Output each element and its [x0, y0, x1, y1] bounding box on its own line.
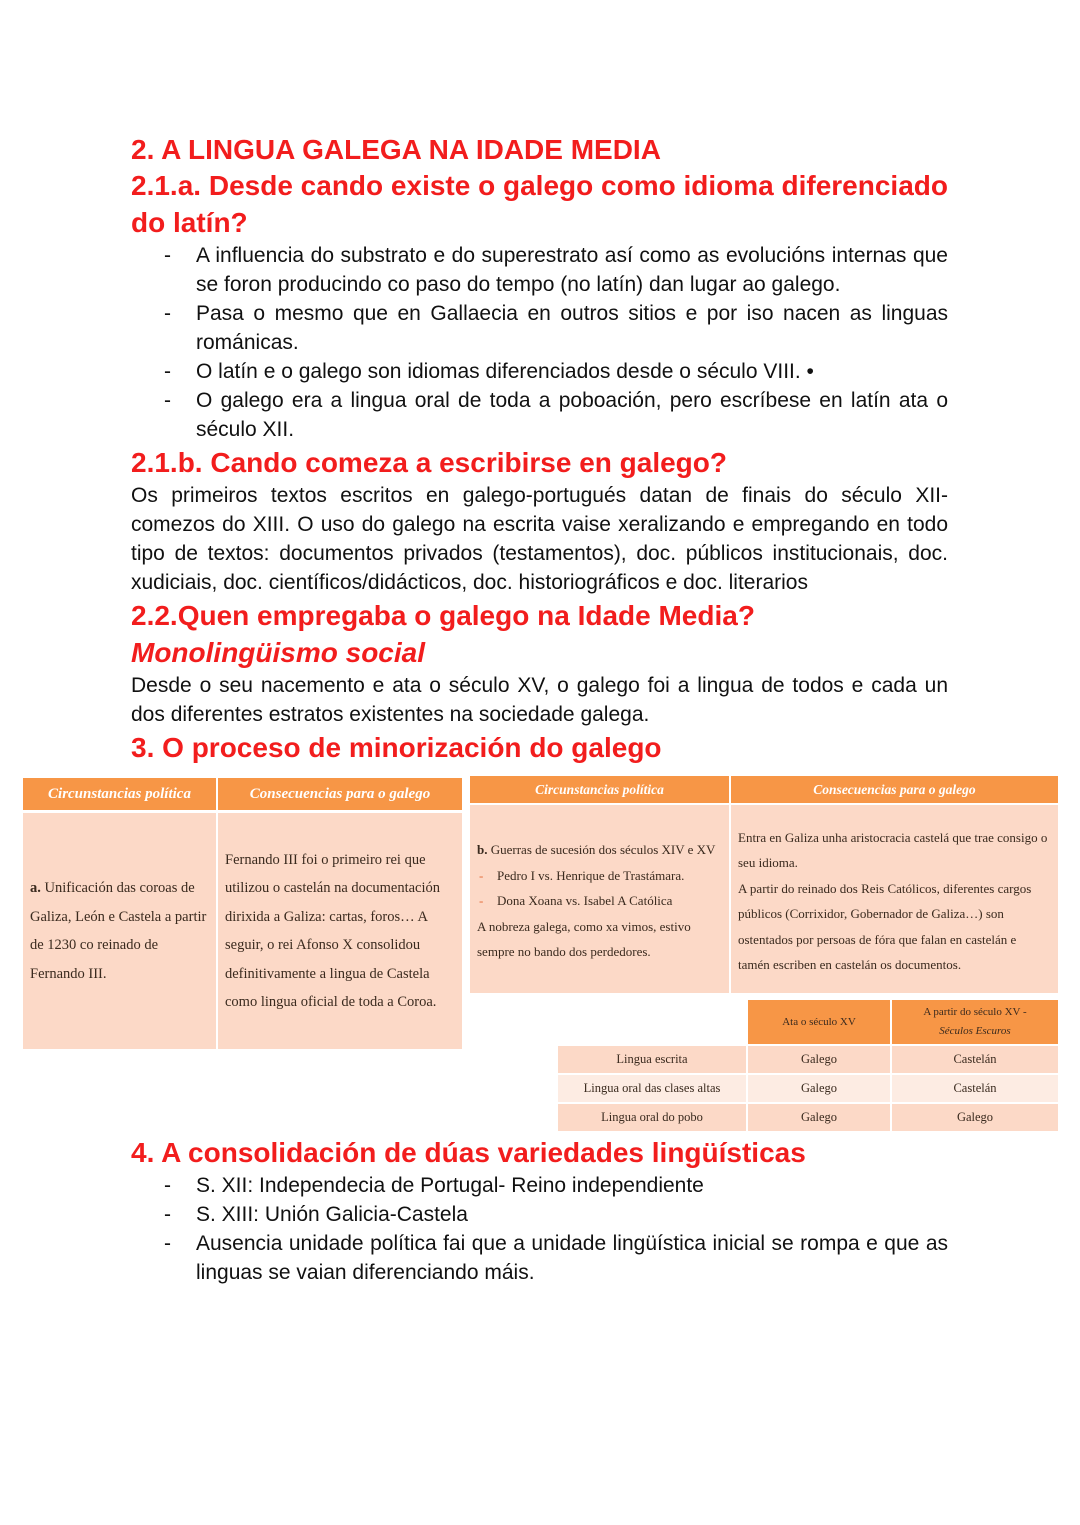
- header-line: A partir do século XV -: [923, 1006, 1027, 1018]
- cell-text: Entra en Galiza unha aristocracia castelá que trae consigo o seu idioma.: [738, 829, 1048, 870]
- cell-text: Unificación das coroas de Galiza, León e Castela a partir de 1230 co reinado de Fernando III.: [30, 880, 207, 982]
- list-item: - Pedro I vs. Henrique de Trastámara.: [477, 863, 722, 889]
- table-cell: Galego: [891, 1103, 1059, 1131]
- table-header-empty: [558, 1000, 747, 1045]
- list-item: - S. XII: Independecia de Portugal- Reino independiente: [131, 1171, 948, 1200]
- question-2-1-a-list: [131, 241, 948, 444]
- table-cell: [730, 804, 1059, 993]
- table-header: Circunstancias política: [23, 778, 217, 812]
- table-header: [891, 1000, 1059, 1045]
- section-2: [131, 133, 948, 766]
- list-item: - Pasa o mesmo que en Gallaecia en outros sitios e por iso nacen as linguas románicas.: [131, 299, 948, 357]
- question-2-2-title: 2.2.Quen empregaba o galego na Idade Media?: [131, 600, 755, 631]
- list-item: - S. XIII: Unión Galicia-Castela: [131, 1200, 948, 1229]
- item-letter: b.: [477, 842, 488, 858]
- list-item: - Ausencia unidade política fai que a unidade lingüística inicial se rompa e que as linguas se vaian diferenciando máis.: [131, 1229, 948, 1287]
- table-cell: Lingua oral das clases altas: [558, 1074, 747, 1103]
- cell-text: A partir do reinado dos Reis Católicos, diferentes cargos públicos (Corrixidor, Gobernador de Galiza…) son ostentados por persoas de fóra que falan en castelán e tamén escriben en castelán os documentos.: [738, 880, 1032, 972]
- table-cell: [470, 804, 730, 993]
- table-cell: Galego: [747, 1103, 891, 1131]
- table-row: [558, 1103, 1059, 1131]
- table-cell: Lingua escrita: [558, 1045, 747, 1074]
- table-row: [558, 1074, 1059, 1103]
- list-item: - O latín e o galego son idiomas diferenciados desde o século VIII. •: [131, 357, 948, 386]
- section-4-title: 4. A consolidación de dúas variedades lingüísticas: [131, 1137, 806, 1168]
- cell-text: Guerras de sucesión dos séculos XIV e XV: [487, 842, 716, 858]
- table-header: Circunstancias política: [470, 776, 730, 804]
- table-cell: Castelán: [891, 1045, 1059, 1074]
- cell-text: A nobreza galega, como xa vimos, estivo sempre no bando dos perdedores.: [477, 918, 691, 960]
- section-3-title: 3. O proceso de minorización do galego: [131, 732, 662, 763]
- list-item: - Dona Xoana vs. Isabel A Católica: [477, 888, 722, 914]
- table-header: Consecuencias para o galego: [217, 778, 463, 812]
- table-cell: Galego: [747, 1045, 891, 1074]
- table-cell: Lingua oral do pobo: [558, 1103, 747, 1131]
- table-cell: Fernando III foi o primeiro rei que utilizou o castelán na documentación dirixida a Galiza: cartas, foros… A seguir, o rei Afonso X consolidou definitivamente a lingua de Castela como lingua oficial de toda a Coroa.: [217, 812, 463, 1050]
- table-row: [558, 1045, 1059, 1074]
- question-2-1-b-title: 2.1.b. Cando comeza a escribirse en galego?: [131, 447, 727, 478]
- item-letter: a.: [30, 880, 41, 896]
- list-item: - A influencia do substrato e do superestrato así como as evolucións internas que se foron producindo co paso do tempo (no latín) dan lugar ao galego.: [131, 241, 948, 299]
- section-4: [131, 1134, 948, 1287]
- section-4-list: [131, 1171, 948, 1287]
- minorization-table-b: [470, 776, 1060, 993]
- question-2-1-a-title: 2.1.a. Desde cando existe o galego como idioma diferenciado do latín?: [131, 170, 948, 238]
- table-cell: Galego: [747, 1074, 891, 1103]
- minorization-table-a: [23, 778, 464, 1049]
- table-cell: Castelán: [891, 1074, 1059, 1103]
- table-header: Ata o século XV: [747, 1000, 891, 1045]
- header-line: Séculos Escuros: [939, 1025, 1011, 1037]
- question-2-1-b-text: Os primeiros textos escritos en galego-portugués datan de finais do século XII-comezos do XIII. O uso do galego na escrita vaise xeralizando e empregando en todo tipo de textos: documentos privados (testamentos), doc. públicos institucionais, doc. xudiciais, doc. científicos/didácticos, doc. historiográficos e doc. literarios: [131, 484, 948, 594]
- language-use-table: [558, 1000, 1060, 1131]
- question-2-2-text: Desde o seu nacemento e ata o século XV, o galego foi a lingua de todos e cada un dos diferentes estratos existentes na sociedade galega.: [131, 674, 948, 726]
- table-header: Consecuencias para o galego: [730, 776, 1059, 804]
- table-cell: [23, 812, 217, 1050]
- list-item: - O galego era a lingua oral de toda a poboación, pero escríbese en latín ata o século XII.: [131, 386, 948, 444]
- section-2-title: 2. A LINGUA GALEGA NA IDADE MEDIA: [131, 134, 661, 165]
- question-2-2-subtitle: Monolingüismo social: [131, 637, 426, 668]
